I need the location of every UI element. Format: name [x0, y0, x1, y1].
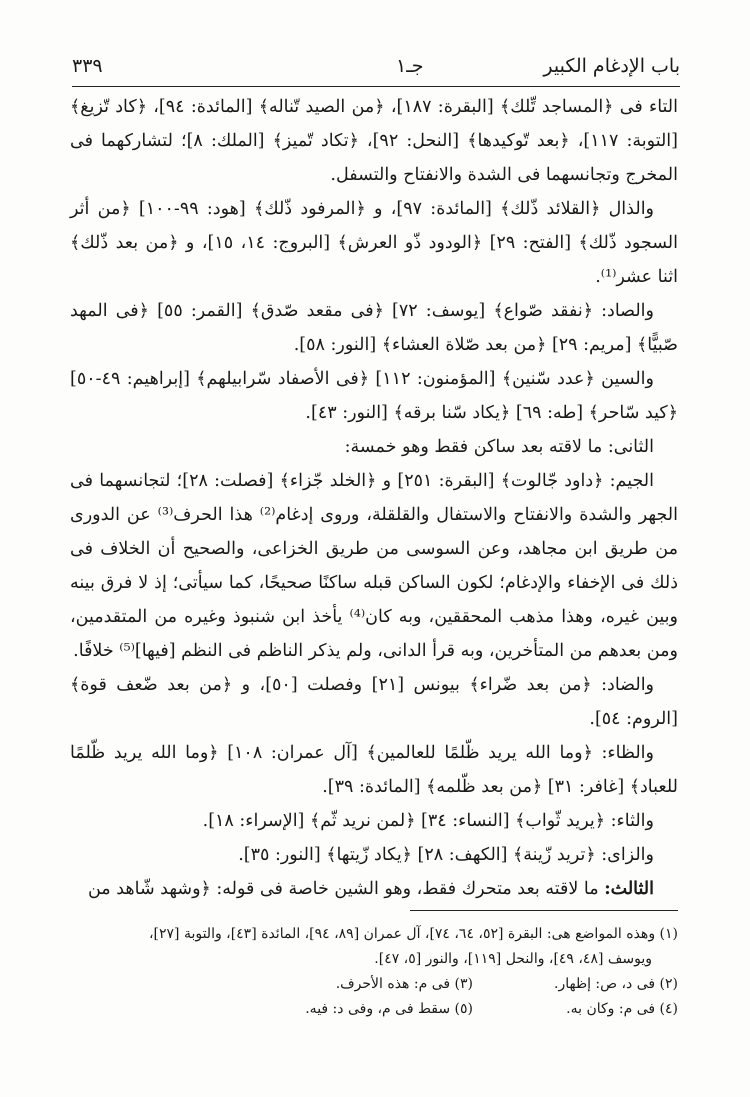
- footnote-row: [70, 997, 678, 1022]
- footnote-row: [70, 972, 678, 997]
- page-number: ٣٣٩: [72, 55, 103, 77]
- paragraph-third-category: [70, 872, 678, 906]
- main-text: [70, 90, 678, 906]
- paragraph-za: والظاء: ﴿وما الله يريد ظّلمًا للعالمين﴾ [آل عمران: ١٠٨] ﴿وما الله يريد ظّلمًا للعباد﴾ [غافر: ٣١] ﴿من بعد ظّلمه﴾ [المائدة: ٣٩].: [70, 743, 678, 797]
- paragraph-tha: والثاء: ﴿يريد ثّواب﴾ [النساء: ٣٤] ﴿لمن نريد ثّم﴾ [الإسراء: ١٨].: [202, 811, 654, 831]
- footnote-divider: [410, 910, 678, 911]
- paragraph-jim: الجيم: ﴿داود جّالوت﴾ [البقرة: ٢٥١] و ﴿الخلد جّزاء﴾ [فصلت: ٢٨]؛ لتجانسهما فى الجهر والشدة والانفتاح والاستفال والقلقلة، وروى إدغام⁽²⁾ هذا الحرف⁽³⁾ عن الدورى من طريق ابن مجاهد، وعن السوسى من طريق الخزاعى، والصحيح أن الخلاف فى ذلك فى الإخفاء والإدغام؛ لكون الساكن قبله ساكنًا صحيحًا، كما سيأتى؛ إذ لا فرق بينه وبين غيره، وهذا مذهب المحققين، وبه كان⁽⁴⁾ يأخذ ابن شنبوذ وغيره من المتقدمين، ومن بعدهم من المتأخرين، وبه قرأ الدانى، ولم يذكر الناظم فى النظم [فيها]⁽⁵⁾ خلافًا.: [70, 471, 678, 661]
- footnote-1-continued: ويوسف [٤٨، ٤٩]، والنحل [١١٩]، والنور [٥، ٤٧].: [374, 951, 652, 967]
- footnote-3: (٣) فى م: هذه الأحرف.: [335, 976, 473, 992]
- third-category-label: الثالث:: [604, 879, 654, 899]
- volume-label: جـ١: [396, 55, 424, 77]
- running-header: [72, 46, 680, 87]
- paragraph-zay: والزاى: ﴿تريد زّينة﴾ [الكهف: ٢٨] ﴿يكاد زّيتها﴾ [النور: ٣٥].: [238, 845, 654, 865]
- paragraph-second-category: الثانى: ما لاقته بعد ساكن فقط وهو خمسة:: [344, 437, 654, 457]
- chapter-title: باب الإدغام الكبير: [543, 55, 680, 77]
- paragraph-sin: والسين ﴿عدد سّنين﴾ [المؤمنون: ١١٢] ﴿فى الأصفاد سّرابيلهم﴾ [إبراهيم: ٤٩-٥٠] ﴿كيد سّاحر﴾ [طه: ٦٩] ﴿يكاد سّنا برقه﴾ [النور: ٤٣].: [70, 369, 678, 423]
- paragraph-dhal: والذال ﴿القلائد ذّلك﴾ [المائدة: ٩٧]، و ﴿المرفود ذّلك﴾ [هود: ٩٩-١٠٠] ﴿من أثر السجود ذّلك﴾ [الفتح: ٢٩] ﴿الودود ذّو العرش﴾ [البروج: ١٤، ١٥]، و ﴿من بعد ذّلك﴾ اثنا عشر⁽¹⁾.: [70, 199, 678, 287]
- footnotes: [70, 922, 678, 1022]
- footnote-1: (١) وهذه المواضع هى: البقرة [٥٢، ٦٤، ٧٤]، آل عمران [٨٩، ٩٤]، المائدة [٤٣]، والتوبة [٢٧]،: [149, 926, 678, 942]
- footnote-4: (٤) فى م: وكان به.: [566, 1001, 678, 1017]
- third-category-text: ما لاقته بعد متحرك فقط، وهو الشين خاصة فى قوله: ﴿وشهد شّاهد من: [87, 879, 599, 899]
- paragraph-dad: والضاد: ﴿من بعد ضّراء﴾ بيونس [٢١] وفصلت [٥٠]، و ﴿من بعد ضّعف قوة﴾ [الروم: ٥٤].: [70, 675, 678, 729]
- footnote-2: (٢) فى د، ص: إظهار.: [554, 976, 678, 992]
- footnote-5: (٥) سقط فى م، وفى د: فيه.: [305, 1001, 473, 1017]
- paragraph-sad: والصاد: ﴿نفقد صّواع﴾ [يوسف: ٧٢] ﴿فى مقعد صّدق﴾ [القمر: ٥٥] ﴿فى المهد صّبيًّا﴾ [مريم: ٢٩] ﴿من بعد صّلاة العشاء﴾ [النور: ٥٨].: [70, 301, 678, 355]
- paragraph-ta: التاء فى ﴿المساجد تِّلك﴾ [البقرة: ١٨٧]، ﴿من الصيد تّناله﴾ [المائدة: ٩٤]، ﴿كاد تّزيغ﴾ [التوبة: ١١٧]، ﴿بعد تّوكيدها﴾ [النحل: ٩٢]، ﴿تكاد تّميز﴾ [الملك: ٨]؛ لتشاركهما فى المخرج وتجانسهما فى الشدة والانفتاح والتسفل.: [70, 97, 679, 185]
